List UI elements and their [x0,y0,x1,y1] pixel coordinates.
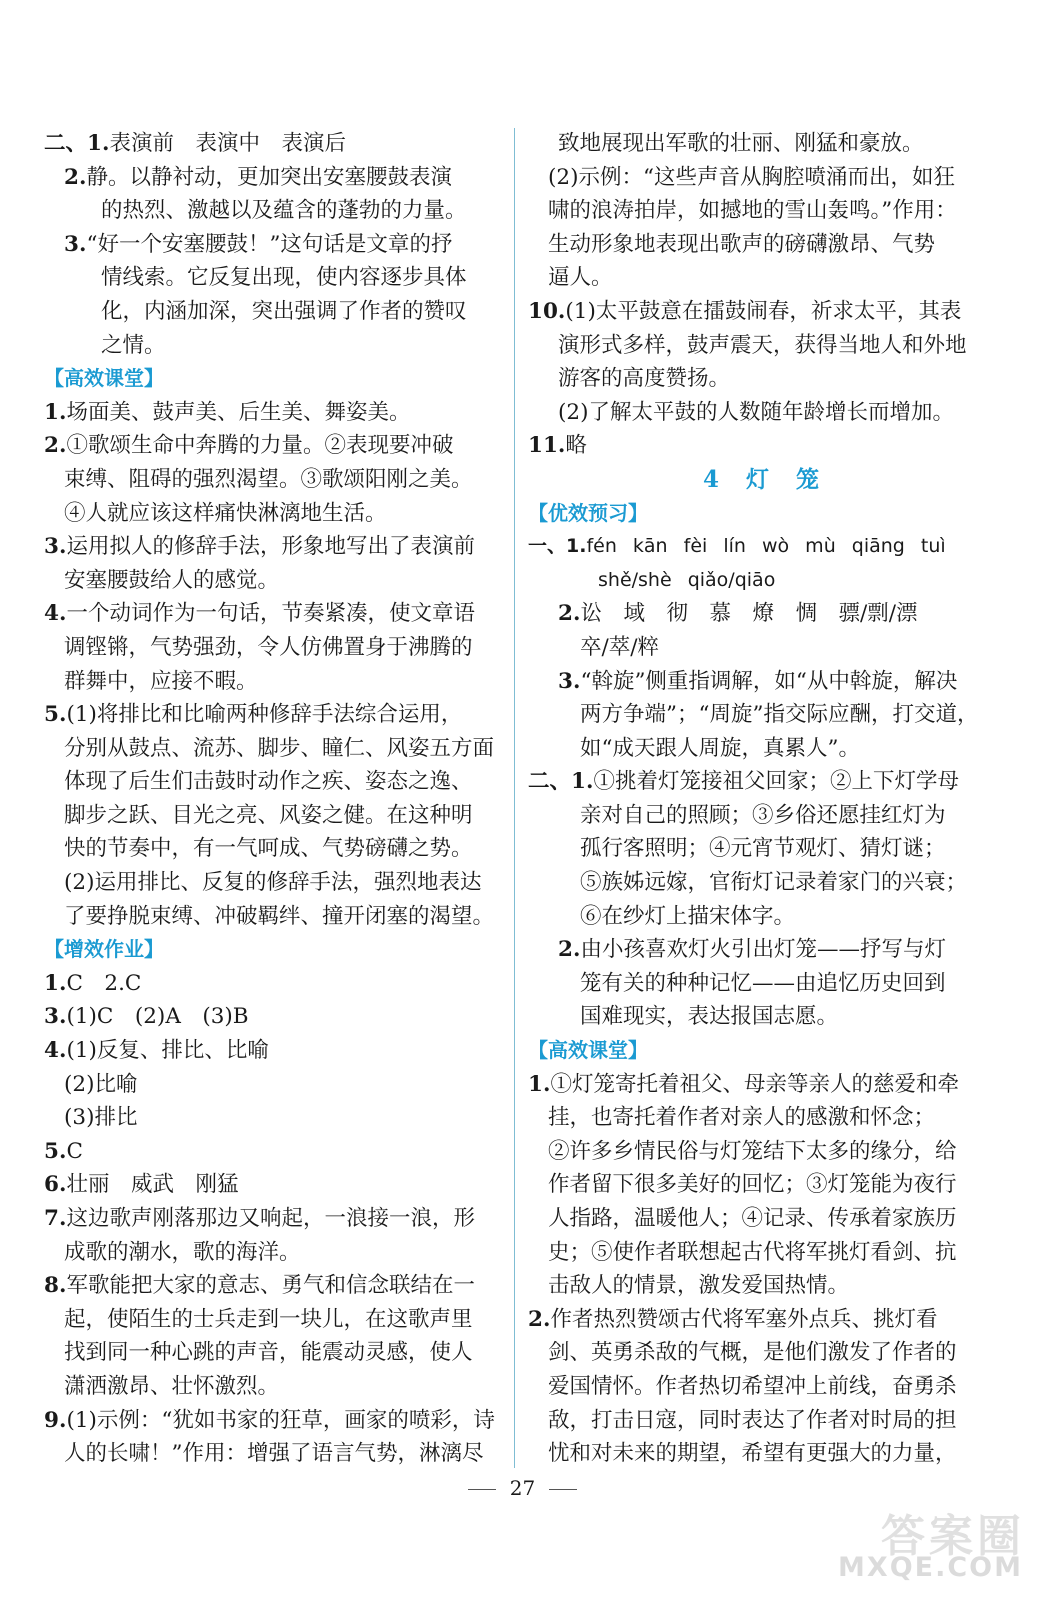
line-text: 演形式多样，鼓声震天，获得当地人和外地 [558,332,967,358]
line-text: 之情。 [101,332,166,358]
item-number: 5. [44,1138,67,1164]
text-line [528,1303,996,1337]
line-text: 击敌人的情景，激发爱国热情。 [548,1273,850,1299]
line-text: 潇洒激昂、壮怀激烈。 [64,1373,280,1399]
text-line [528,161,996,195]
section-heading [528,497,996,531]
column-divider [514,128,515,1468]
line-text: 【高效课堂】 [528,1038,648,1063]
line-text: 【优效预习】 [528,500,648,525]
text-line [44,900,506,934]
item-number: 二、1. [528,769,594,795]
text-line [44,194,506,228]
text-line [528,1437,996,1471]
line-text: 作者留下很多美好的回忆；③灯笼能为夜行 [548,1172,957,1198]
text-line [44,127,506,161]
line-text: 挂，也寄托着作者对亲人的感激和怀念； [548,1105,936,1131]
line-text: “斡旋”侧重指调解，如“从中斡旋，解决 [580,668,958,694]
line-text: 找到同一种心跳的声音，能震动灵感，使人 [64,1340,473,1366]
line-text: (2)示例：“这些声音从胸腔喷涌而出，如狂 [548,164,955,190]
text-line [528,933,996,967]
page-number: 27 [509,1476,536,1500]
text-line [44,261,506,295]
line-text: 敌，打击日寇，同时表达了作者对时局的担 [548,1407,957,1433]
line-text: 人指路，温暖他人；④记录、传承着家族历 [548,1206,957,1231]
text-line [528,429,996,463]
line-text: 4 灯 笼 [702,465,821,493]
line-text: 如“成天跟人周旋，真累人”。 [580,735,860,761]
text-line [528,866,996,900]
line-text: 化，内涵加深，突出强调了作者的赞叹 [101,298,467,324]
left-column [44,127,506,1471]
section-heading [44,933,506,967]
page-footer [0,1476,1045,1500]
item-number: 3. [558,668,581,694]
line-text: 起，使陌生的士兵走到一块儿，在这歌声里 [64,1306,473,1332]
line-text: 的热烈、激越以及蕴含的蓬勃的力量。 [101,198,467,224]
text-line [44,1269,506,1303]
item-number: 1. [44,970,67,996]
line-text: 国难现实，表达报国志愿。 [580,1004,839,1030]
line-text: 调铿锵，气势强劲，令人仿佛置身于沸腾的 [64,634,473,660]
line-text: (2)运用排比、反复的修辞手法，强烈地表达 [64,870,482,896]
footer-dash-right [549,1489,577,1490]
section-heading [44,362,506,396]
item-number: 9. [44,1407,67,1433]
text-line [44,732,506,766]
line-text: C 2.C [66,970,142,996]
line-text: 由小孩喜欢灯火引出灯笼——抒写与灯 [580,937,946,963]
text-line [44,1202,506,1236]
line-text: 成歌的潮水，歌的海洋。 [64,1239,301,1265]
text-line [44,463,506,497]
line-text: C [66,1138,83,1164]
line-text: (2)比喻 [64,1071,138,1097]
line-text: 【高效课堂】 [44,366,164,391]
line-text: ⑥在纱灯上描宋体字。 [580,903,796,929]
text-line [528,1135,996,1169]
text-line [528,799,996,833]
line-text: 忧和对未来的期望，希望有更强大的力量， [548,1441,957,1467]
text-line [528,967,996,1001]
item-number: 8. [44,1273,67,1299]
line-text: ④人就应该这样痛快淋漓地生活。 [64,500,387,526]
item-number: 2. [64,164,87,190]
item-number: 5. [44,702,67,728]
text-line [44,698,506,732]
line-text: 【增效作业】 [44,937,164,962]
text-line [528,1202,996,1236]
section-heading [528,1034,996,1068]
item-number: 2. [558,601,581,627]
item-number: 4. [44,601,67,627]
text-line [528,698,996,732]
item-number: 3. [64,231,87,257]
text-line [44,866,506,900]
item-number: 1. [528,1071,551,1097]
line-text: ①歌颂生命中奔腾的力量。②表现要冲破 [66,433,454,459]
item-number: 6. [44,1172,67,1198]
line-text: 史；⑤使作者联想起古代将军挑灯看剑、抗 [548,1239,957,1265]
item-number: 二、1. [44,131,110,156]
item-number: 7. [44,1206,67,1231]
text-line [528,127,996,161]
text-line [44,1000,506,1034]
text-line [528,1336,996,1370]
item-number: 10. [528,298,566,324]
text-line [528,1068,996,1102]
text-line [44,1135,506,1169]
text-line [44,1034,506,1068]
line-text: (1)示例：“犹如书家的狂草，画家的喷彩，诗 [66,1407,495,1433]
text-line [44,665,506,699]
item-number: 一、1. [528,535,587,558]
line-text: (3)排比 [64,1105,138,1131]
text-line [528,631,996,665]
line-text: 略 [565,433,587,459]
line-text: shě/shè qiǎo/qiāo [598,568,776,591]
line-text: 亲对自己的照顾；③乡俗还愿挂红灯为 [580,802,946,828]
text-line [528,194,996,228]
text-line [528,1370,996,1404]
line-text: (1)C (2)A (3)B [66,1004,249,1030]
text-line [44,765,506,799]
line-text: (1)反复、排比、比喻 [66,1038,269,1064]
text-line [44,1303,506,1337]
line-text: “好一个安塞腰鼓！”这句话是文章的抒 [86,231,453,257]
line-text: 生动形象地表现出歌声的磅礴激昂、气势 [548,231,936,257]
line-text: 运用拟人的修辞手法，形象地写出了表演前 [66,534,475,560]
text-line [44,1101,506,1135]
line-text: 快的节奏中，有一气呵成、气势磅礴之势。 [64,836,473,862]
line-text: 场面美、鼓声美、后生美、舞姿美。 [66,399,411,425]
text-line [44,832,506,866]
text-line [44,295,506,329]
item-number: 2. [44,433,67,459]
text-line [44,1336,506,1370]
text-line [44,1236,506,1270]
footer-dash-left [468,1489,496,1490]
lesson-title [528,463,996,497]
line-text: 情线索。它反复出现，使内容逐步具体 [101,265,467,291]
text-line [528,1269,996,1303]
text-line [44,429,506,463]
text-line [528,665,996,699]
watermark-url: MXQE.COM [838,1552,1023,1583]
line-text: 体现了后生们击鼓时动作之疾、姿态之逸、 [64,769,473,795]
item-number: 1. [44,399,67,425]
text-line [528,597,996,631]
text-line [44,329,506,363]
line-text: ①灯笼寄托着祖父、母亲等亲人的慈爱和牵 [550,1071,959,1097]
text-line [528,530,996,564]
line-text: fén kān fèi lín wò mù qiāng tuì [586,535,946,558]
line-text: 卒/萃/粹 [580,634,659,660]
line-text: 一个动词作为一句话，节奏紧凑，使文章语 [66,601,475,627]
line-text: 剑、英勇杀敌的气概，是他们激发了作者的 [548,1340,957,1366]
line-text: 了要挣脱束缚、冲破羁绊、撞开闭塞的渴望。 [64,903,495,929]
text-line [44,799,506,833]
line-text: ①挑着灯笼接祖父回家；②上下灯学母 [593,769,959,795]
right-column [528,127,996,1471]
text-line [44,530,506,564]
item-number: 3. [44,1004,67,1030]
text-line [528,1101,996,1135]
line-text: (1)将排比和比喻两种修辞手法综合运用， [66,702,463,728]
text-line [44,1404,506,1438]
line-text: 分别从鼓点、流苏、脚步、瞳仁、风姿五方面 [64,735,495,761]
line-text: 孤行客照明；④元宵节观灯、猜灯谜； [580,836,946,862]
line-text: 表演前 表演中 表演后 [109,131,346,156]
line-text: 壮丽 威武 刚猛 [66,1172,239,1198]
line-text: 游客的高度赞扬。 [558,366,731,392]
text-line [528,396,996,430]
text-line [528,295,996,329]
item-number: 11. [528,433,566,459]
text-line [528,832,996,866]
text-line [528,732,996,766]
text-line [44,597,506,631]
item-number: 2. [528,1306,551,1332]
text-line [44,1437,506,1471]
line-text: 笼有关的种种记忆——由追忆历史回到 [580,970,946,996]
line-text: (2)了解太平鼓的人数随年龄增长而增加。 [558,399,954,425]
text-line [528,228,996,262]
line-text: 安塞腰鼓给人的感觉。 [64,567,280,593]
line-text: 作者热烈赞颂古代将军塞外点兵、挑灯看 [550,1306,938,1332]
text-line [44,1068,506,1102]
line-text: ⑤族姊远嫁，官衔灯记录着家门的兴衰； [580,870,968,896]
text-line [44,564,506,598]
line-text: 束缚、阻碍的强烈渴望。③歌颂阳刚之美。 [64,466,473,492]
text-line [528,900,996,934]
item-number: 4. [44,1038,67,1064]
text-line [528,1236,996,1270]
line-text: 这边歌声刚落那边又响起，一浪接一浪，形 [66,1206,475,1231]
text-line [528,765,996,799]
text-line [528,1168,996,1202]
line-text: 逼人。 [548,265,613,291]
text-line [44,228,506,262]
line-text: 静。以静衬动，更加突出安塞腰鼓表演 [86,164,452,190]
line-text: 人的长啸！”作用：增强了语言气势，淋漓尽 [64,1441,484,1467]
line-text: (1)太平鼓意在擂鼓闹春，祈求太平，其表 [565,298,962,324]
line-text: 军歌能把大家的意志、勇气和信念联结在一 [66,1273,475,1299]
text-line [44,1370,506,1404]
line-text: 群舞中，应接不暇。 [64,668,258,694]
text-line [44,497,506,531]
text-line [44,967,506,1001]
watermark-logo [815,1500,1025,1590]
watermark-brand: 答案圈 [881,1511,1025,1562]
line-text: ②许多乡情民俗与灯笼结下太多的缘分，给 [548,1138,957,1164]
line-text: 致地展现出军歌的壮丽、刚猛和豪放。 [558,131,924,156]
item-number: 2. [558,937,581,963]
text-line [528,329,996,363]
item-number: 3. [44,534,67,560]
line-text: 爱国情怀。作者热切希望冲上前线，奋勇杀 [548,1373,957,1399]
text-line [528,1000,996,1034]
text-line [528,362,996,396]
line-text: 两方争端”；“周旋”指交际应酬，打交道， [580,702,979,728]
text-line [44,161,506,195]
text-line [44,631,506,665]
text-line [44,1168,506,1202]
text-line [528,1404,996,1438]
line-text: 脚步之跃、目光之亮、风姿之健。在这种明 [64,802,473,828]
text-line [528,564,996,598]
text-line [528,261,996,295]
line-text: 啸的浪涛拍岸，如撼地的雪山轰鸣。”作用： [548,198,957,224]
line-text: 讼 域 彻 慕 燎 惆 骠/剽/漂 [580,601,918,627]
text-line [44,396,506,430]
